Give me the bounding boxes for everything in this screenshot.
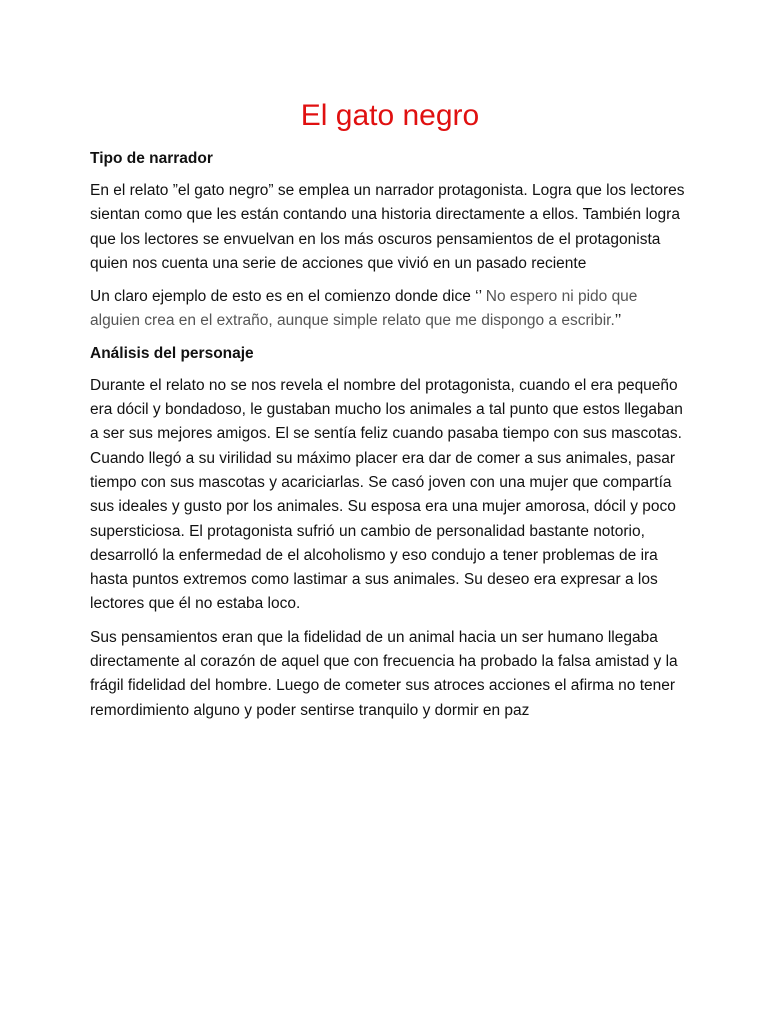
document-body xyxy=(90,96,690,732)
example-intro-text: Un claro ejemplo de esto es en el comienzo donde dice ‘’ xyxy=(90,288,486,306)
section-heading-narrator: Tipo de narrador xyxy=(90,150,213,167)
section-heading-character: Análisis del personaje xyxy=(90,344,254,362)
example-closing-quote: ’’ xyxy=(614,312,622,330)
paragraph-character-description: Durante el relato no se nos revela el nombre del protagonista, cuando el era pequeño era dócil y bondadoso, le gustaban mucho los animales a tal punto que estos llegaban a ser sus mejores amigos. El se sentía feliz cuando pasaba tiempo con sus mascotas. Cuando llegó a su virilidad su máximo placer era dar de comer a sus animales, pasar tiempo con sus mascotas y acariciarlas. Se casó joven con una mujer que compartía sus ideales y gusto por los animales. Su esposa era una mujer amorosa, dócil y poco supersticiosa. El protagonista sufrió un cambio de personalidad bastante notorio, desarrolló la enfermedad de el alcoholismo y eso condujo a tener problemas de ira hasta puntos extremos como lastimar a sus animales. Su deseo era expresar a los lectores que él no estaba loco. xyxy=(90,376,683,613)
paragraph-narrator-description: En el relato ”el gato negro” se emplea un narrador protagonista. Logra que los lectores sientan como que les están contando una historia directamente a ellos. También logra que los lectores se envuelvan en los más oscuros pensamientos de el protagonista quien nos cuenta una serie de acciones que vivió en un pasado reciente xyxy=(90,182,685,272)
paragraph-character-thoughts: Sus pensamientos eran que la fidelidad de un animal hacia un ser humano llegaba directamente al corazón de aquel que con frecuencia ha probado la falsa amistad y la frágil fidelidad del hombre. Luego de cometer sus atroces acciones el afirma no tener remordimiento alguno y poder sentirse tranquilo y dormir en paz xyxy=(90,628,678,719)
example-quote-text: No espero ni pido que alguien crea en el extraño, aunque simple relato que me dispongo a escribir. xyxy=(90,288,638,330)
document-title: El gato negro xyxy=(300,99,480,132)
paragraph-narrator-example xyxy=(90,285,690,334)
